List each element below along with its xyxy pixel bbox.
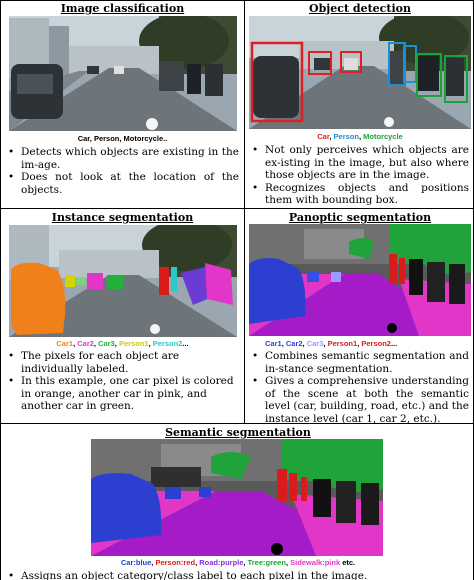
caption-segment: Road:purple <box>199 558 244 567</box>
instance-caption <box>1 339 244 348</box>
caption-segment: Car1 <box>56 339 74 348</box>
bullet-item: • Recognizes objects and positions them with bounding box. <box>251 182 469 207</box>
car-mask <box>199 487 211 497</box>
caption-segment: , <box>148 339 153 348</box>
caption-segment: ... <box>390 339 398 348</box>
detection-bullets <box>251 144 469 207</box>
caption-segment: , <box>357 339 362 348</box>
classification-bullets <box>7 146 239 196</box>
caption-segment: Car3 <box>306 339 324 348</box>
caption-segment: Motorcycle <box>363 132 403 141</box>
street-photo <box>9 16 237 131</box>
caption-segment: , <box>358 132 364 141</box>
person-mask <box>277 469 287 501</box>
caption-segment: Person2 <box>361 339 391 348</box>
bullet-item: • Does not look at the location of the objects. <box>7 171 239 196</box>
panel-semantic-segmentation <box>1 424 474 580</box>
instance-seg-photo <box>9 225 237 337</box>
panel-title: Image classification <box>60 2 185 15</box>
bullet-item: • Assigns an object category/class label to each pixel in the image. <box>7 570 469 580</box>
detection-caption <box>245 132 474 141</box>
caption-segment: Person <box>333 132 359 141</box>
semantic-seg-photo <box>91 439 383 556</box>
caption-segment: Person:red <box>155 558 196 567</box>
panel-image-classification <box>1 0 245 209</box>
caption-segment: , <box>114 339 119 348</box>
bullet-item: • Combines semantic segmentation and in-stance segmentation. <box>251 350 469 375</box>
caption-segment: , <box>281 339 286 348</box>
car3-mask <box>331 272 341 282</box>
person-mask <box>301 477 307 501</box>
panoptic-seg-photo <box>249 224 471 336</box>
caption-segment: Car3 <box>98 339 115 348</box>
bullet-item: • In this example, one car pixel is colored in orange, another car in pink, and another car in green. <box>7 375 239 413</box>
person2-mask <box>399 258 405 284</box>
bullet-item: • Not only perceives which objects are ex-isting in the image, but also where those objects are in the image. <box>251 144 469 182</box>
bullet-item: • Gives a comprehensive understanding of the scene at both the semantic level (car, building, road, etc.) and the instance level (car 1, car 2, etc.). <box>251 375 469 424</box>
caption-segment: Car:blue <box>120 558 152 567</box>
caption-segment: Person1 <box>118 339 149 348</box>
caption-segment: , <box>151 558 156 567</box>
car1-mask <box>11 263 65 335</box>
bullet-item: • Detects which objects are existing in the im-age. <box>7 146 239 171</box>
caption-segment: ... <box>182 339 189 348</box>
car2-mask <box>307 272 319 282</box>
panel-title: Panoptic segmentation <box>288 211 432 224</box>
caption-segment: Car <box>317 132 330 141</box>
detection-photo <box>249 16 471 129</box>
caption-segment: , <box>243 558 248 567</box>
car-mask <box>165 487 181 499</box>
caption-segment: Car2 <box>77 339 94 348</box>
caption-segment: Sidewalk:pink <box>290 558 341 567</box>
caption-segment: , <box>73 339 78 348</box>
semantic-caption <box>1 558 474 567</box>
caption-segment: Car1 <box>265 339 282 348</box>
panel-title: Instance segmentation <box>51 211 194 224</box>
caption-segment: , <box>329 132 334 141</box>
car2-mask <box>87 273 103 289</box>
panel-object-detection <box>245 0 474 209</box>
caption-segment: etc. <box>340 558 356 567</box>
bullet-item: • The pixels for each object are individually labeled. <box>7 350 239 375</box>
caption-segment: Person1 <box>327 339 358 348</box>
caption-segment: Tree:green <box>247 558 286 567</box>
semantic-bullets <box>7 570 469 580</box>
panel-instance-segmentation <box>1 209 245 424</box>
caption-segment: Person2 <box>152 339 183 348</box>
instance-bullets <box>7 350 239 413</box>
panoptic-bullets <box>251 350 469 424</box>
car-mask <box>91 473 161 543</box>
car3-mask <box>107 275 123 289</box>
panel-title: Object detection <box>309 2 411 15</box>
panoptic-caption <box>245 339 474 348</box>
caption-segment: , <box>302 339 307 348</box>
caption-segment: , <box>93 339 99 348</box>
caption-segment: Car2 <box>285 339 303 348</box>
car1-mask <box>249 258 305 324</box>
panel-title: Semantic segmentation <box>165 426 311 439</box>
classification-caption: Car, Person, Motorcycle.. <box>77 134 168 143</box>
caption-segment: , <box>285 558 291 567</box>
panel-panoptic-segmentation <box>245 209 474 424</box>
person1-mask <box>389 254 397 284</box>
person-mask <box>289 473 297 501</box>
caption-segment: , <box>323 339 328 348</box>
caption-segment: , <box>195 558 200 567</box>
